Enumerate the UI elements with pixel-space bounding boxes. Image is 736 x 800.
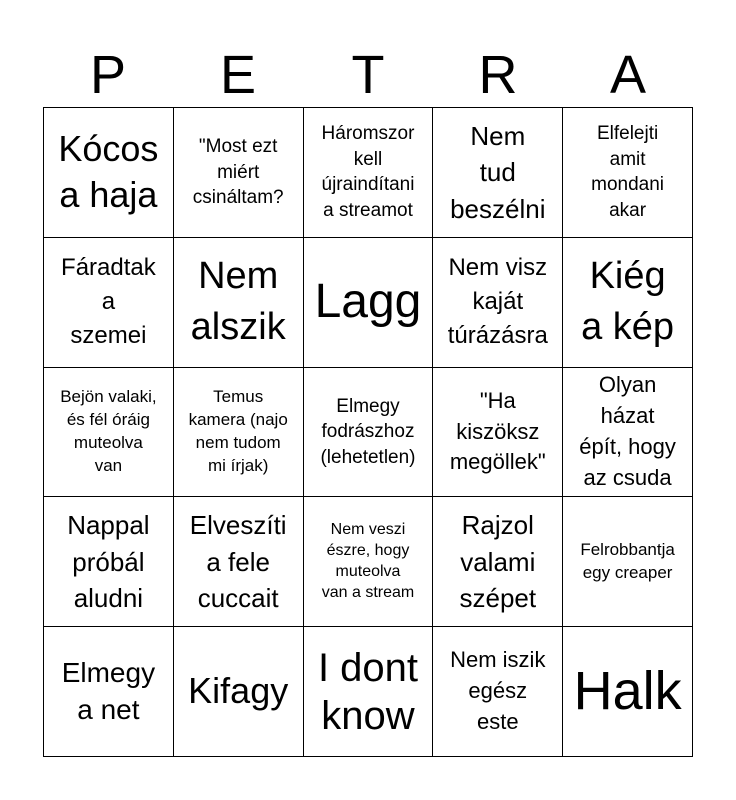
header-letter-2: E	[219, 45, 257, 105]
bingo-cell-5[interactable]	[563, 108, 693, 238]
header-letter-4: R	[478, 45, 518, 105]
cell-text: Nem alszik	[190, 254, 286, 349]
cell-text: Felrobbantja egy creaper	[580, 539, 675, 582]
cell-text: Nappal próbál aludni	[67, 510, 150, 613]
cell-text: Elfelejti amit mondani akar	[591, 123, 665, 222]
cell-text: I dont know	[317, 645, 419, 738]
bingo-cell-16[interactable]	[44, 497, 174, 627]
bingo-cell-18[interactable]	[304, 497, 434, 627]
cell-text: Nem tud beszélni	[450, 120, 546, 224]
cell-text: Olyan házat épít, hogy az csuda	[579, 372, 676, 490]
bingo-cell-15[interactable]	[563, 368, 693, 498]
bingo-cell-2[interactable]	[174, 108, 304, 238]
bingo-cell-3[interactable]	[304, 108, 434, 238]
bingo-cell-12[interactable]	[174, 368, 304, 498]
cell-text: Kiég a kép	[581, 254, 675, 349]
cell-text: Fáradtak a szemei	[61, 254, 156, 350]
cell-text: Bejön valaki, és fél óráig muteolva van	[60, 387, 157, 475]
bingo-cell-9[interactable]	[433, 238, 563, 368]
header-letter-3: T	[351, 45, 385, 105]
bingo-grid	[43, 107, 693, 757]
cell-text: Nem veszi észre, hogy muteolva van a stream	[321, 521, 415, 601]
cell-text: Kócos a haja	[58, 127, 159, 216]
bingo-cell-11[interactable]	[44, 368, 174, 498]
bingo-cell-10[interactable]	[563, 238, 693, 368]
cell-text: Elmegy fodrászhoz (lehetetlen)	[320, 395, 416, 468]
bingo-cell-21[interactable]	[44, 627, 174, 757]
cell-text: "Most ezt miért csináltam?	[192, 135, 284, 209]
cell-text: Elveszíti a fele cuccait	[189, 510, 287, 613]
cell-text: Elmegy a net	[61, 657, 156, 725]
bingo-cell-20[interactable]	[563, 497, 693, 627]
cell-text: Nem visz kaját túrázásra	[447, 254, 548, 350]
cell-text: Halk	[573, 661, 682, 722]
cell-text: Rajzol valami szépet	[459, 510, 537, 613]
bingo-cell-8[interactable]	[304, 238, 434, 368]
cell-text: Temus kamera (najo nem tudom mi írjak)	[188, 387, 288, 475]
bingo-cell-23[interactable]	[304, 627, 434, 757]
cell-text: "Ha kiszöksz megöllek"	[449, 387, 546, 475]
bingo-cell-25[interactable]	[563, 627, 693, 757]
bingo-cell-4[interactable]	[433, 108, 563, 238]
bingo-cell-22[interactable]	[174, 627, 304, 757]
cell-text: Lagg	[314, 275, 422, 329]
header-letter-1: P	[89, 45, 127, 105]
cell-text: Kifagy	[188, 670, 289, 712]
bingo-cell-1[interactable]	[44, 108, 174, 238]
bingo-cell-14[interactable]	[433, 368, 563, 498]
cell-text: Háromszor kell újraindítani a streamot	[321, 123, 415, 222]
bingo-cell-19[interactable]	[433, 497, 563, 627]
bingo-cell-7[interactable]	[174, 238, 304, 368]
cell-text: Nem iszik egész este	[450, 647, 546, 734]
header-letter-5: A	[609, 45, 647, 105]
bingo-header	[43, 40, 693, 110]
bingo-cell-24[interactable]	[433, 627, 563, 757]
bingo-cell-13[interactable]	[304, 368, 434, 498]
bingo-cell-6[interactable]	[44, 238, 174, 368]
bingo-cell-17[interactable]	[174, 497, 304, 627]
